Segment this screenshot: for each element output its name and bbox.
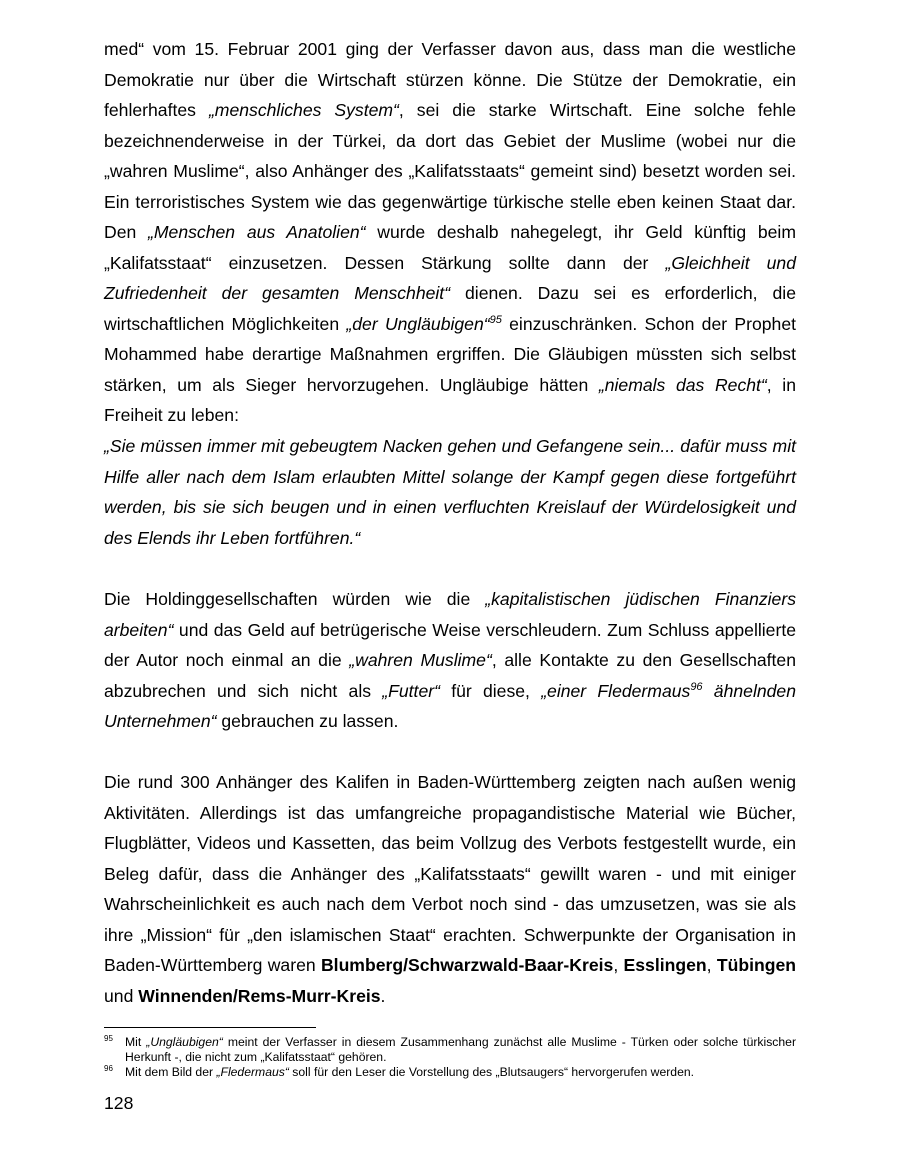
text-run: Die Holdinggesellschaften würden wie die — [104, 589, 486, 609]
footnote-text — [125, 1065, 796, 1080]
bold-location: Winnenden/Rems-Murr-Kreis — [138, 985, 381, 1006]
footnote-96 — [104, 1065, 796, 1080]
text-run: Mit dem Bild der — [125, 1065, 217, 1079]
footnote-95 — [104, 1035, 796, 1064]
footnote-number: 96 — [104, 1064, 113, 1073]
text-run: gebrauchen zu lassen. — [216, 711, 399, 731]
footnote-ref-96[interactable]: 96 — [690, 680, 703, 693]
italic-quote: „kapitalistischen jüdischen Finanziers arbeiten“ — [104, 589, 797, 640]
italic-quote: ähnelnden Unternehmen“ — [104, 680, 796, 731]
footnote-separator — [104, 1027, 316, 1028]
footnote-text — [125, 1035, 796, 1064]
italic-quote: „wahren Muslime“ — [349, 650, 492, 670]
italic-term: „Ungläubigen“ — [146, 1035, 223, 1049]
block-quote: „Sie müssen immer mit gebeugtem Nacken gehen und Gefangene sein... dafür muss mit Hilfe aller nach dem Islam erlaubten Mittel solange der Kampf gegen diese fortgeführt werden, bis sie sich beugen und in einen verfluchten Kreislauf der Würdelosigkeit und des Elends ihr Leben fortführen.“ — [104, 436, 796, 548]
footnote-number: 95 — [104, 1034, 113, 1043]
bold-location: Tübingen — [716, 955, 797, 975]
text-run: dienen. Dazu sei es erforderlich, die wirtschaftlichen Möglichkeiten — [104, 283, 796, 334]
body-paragraph-1 — [104, 34, 796, 431]
text-run: , in Freiheit zu leben: — [104, 374, 796, 425]
text-run: med“ vom 15. Februar 2001 ging der Verfasser davon aus, dass man die westliche Demokratie nur über die Wirtschaft stürzen könne. Die Stütze der Demokratie, ein fehlerhaftes — [104, 39, 796, 120]
text-run: . — [380, 985, 386, 1006]
text-run: einzuschränken. Schon der Prophet Mohammed habe derartige Maßnahmen ergriffen. Die Gläubigen müssten sich selbst stärken, um als Sieger hervorzugehen. Ungläubige hätten — [104, 313, 796, 395]
text-run: und — [104, 985, 139, 1006]
italic-quote: „Gleichheit und Zufriedenheit der gesamten Menschheit“ — [104, 252, 796, 303]
bold-location: Esslingen — [623, 955, 707, 975]
text-run: , — [706, 955, 717, 975]
italic-quote: „Menschen aus Anatolien“ — [148, 222, 366, 242]
text-run: soll für den Leser die Vorstellung des „Blutsaugers“ hervorgerufen werden. — [288, 1065, 695, 1079]
italic-quote: „menschliches System“ — [208, 100, 399, 120]
text-run: wurde deshalb nahegelegt, ihr Geld künftig beim „Kalifatsstaat“ einzusetzen. Dessen Stärkung sollte dann der — [104, 222, 796, 273]
italic-quote: „Futter“ — [382, 680, 440, 701]
footnote-ref-95[interactable]: 95 — [489, 313, 502, 326]
body-paragraph-3 — [104, 584, 796, 737]
body-paragraph-4 — [104, 767, 796, 1011]
bold-location: Blumberg/Schwarzwald-Baar-Kreis — [320, 955, 614, 975]
text-run: Mit — [125, 1035, 147, 1049]
italic-quote: „der Ungläubigen“ — [346, 313, 490, 334]
text-run: für diese, — [439, 680, 542, 701]
page-number: 128 — [104, 1093, 134, 1113]
text-run: , — [613, 955, 624, 975]
text-run: , alle Kontakte zu den Gesellschaften abzubrechen und sich nicht als — [104, 650, 796, 701]
text-run: und das Geld auf betrügerische Weise verschleudern. Zum Schluss appellierte der Autor noch einmal an die — [104, 619, 796, 670]
text-run: meint der Verfasser in diesem Zusammenhang zunächst alle Muslime - Türken oder solche türkischer Herkunft -, die nicht zum „Kalifatsstaat“ gehören. — [125, 1035, 797, 1064]
italic-term: „Fledermaus“ — [216, 1065, 289, 1079]
italic-quote: „einer Fledermaus — [541, 680, 691, 701]
italic-quote: „niemals das Recht“ — [598, 374, 767, 395]
text-run: Die rund 300 Anhänger des Kalifen in Baden-Württemberg zeigten nach außen wenig Aktivitäten. Allerdings ist das umfangreiche propagandistische Material wie Bücher, Flugblätter, Videos und Kassetten, das beim Vollzug des Verbots festgestellt wurde, ein Beleg dafür, dass die Anhänger des „Kalifatsstaats“ gewillt waren - und mit einiger Wahrscheinlichkeit es auch nach dem Verbot noch sind - das umzusetzen, was sie als ihre „Mission“ für „den islamischen Staat“ erachten. Schwerpunkte der Organisation in Baden-Württemberg waren — [104, 772, 796, 975]
text-run: , sei die starke Wirtschaft. Eine solche fehle bezeichnenderweise in der Türkei, da dort das Gebiet der Muslime (wobei nur die „wahren Muslime“, also Anhänger des „Kalifatsstaats“ gemeint sind) besetzt worden sei. Ein terroristisches System wie das gegenwärtige türkische stelle eben keinen Staat dar. Den — [104, 100, 797, 242]
